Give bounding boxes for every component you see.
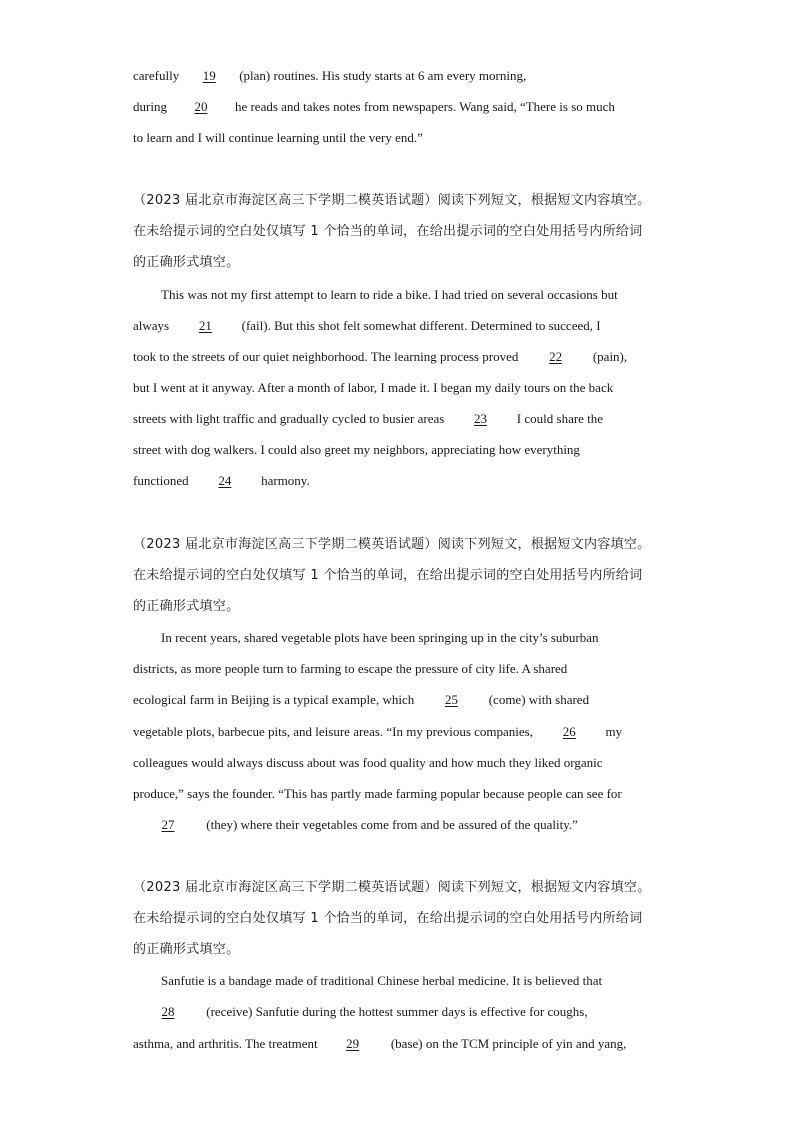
passage-line: took to the streets of our quiet neighborhood. The learning process proved 22 (pain),: [133, 349, 628, 364]
passage-line: always 21 (fail). But this shot felt somewhat different. Determined to succeed, I: [133, 318, 601, 333]
passage-line: during 20 he reads and takes notes from newspapers. Wang said, “There is so much: [133, 99, 615, 114]
passage-line: carefully 19 (plan) routines. His study starts at 6 am every morning,: [133, 68, 527, 83]
section-instruction: 的正确形式填空。: [133, 942, 240, 957]
section-instruction: 在未给提示词的空白处仅填写 1 个恰当的单词，在给出提示词的空白处用括号内所给词: [133, 224, 643, 239]
passage-line: vegetable plots, barbecue pits, and leisure areas. “In my previous companies, 26 my: [133, 724, 623, 739]
passage-line: functioned 24 harmony.: [133, 473, 310, 488]
answer-blank: 29: [346, 1036, 360, 1051]
section-instruction: 的正确形式填空。: [133, 599, 240, 614]
passage-line: streets with light traffic and gradually cycled to busier areas 23 I could share the: [133, 411, 604, 426]
answer-blank: 23: [474, 411, 488, 426]
answer-blank: 27: [161, 817, 175, 832]
passage-line: colleagues would always discuss about was food quality and how much they liked organic: [133, 755, 603, 770]
section-instruction: （2023 届北京市海淀区高三下学期二模英语试题）阅读下列短文，根据短文内容填空。: [133, 537, 651, 552]
passage-line: to learn and I will continue learning until the very end.”: [133, 130, 423, 145]
section-instruction: （2023 届北京市海淀区高三下学期二模英语试题）阅读下列短文，根据短文内容填空。: [133, 880, 651, 895]
answer-blank: 28: [161, 1004, 175, 1019]
passage-line: In recent years, shared vegetable plots have been springing up in the city’s suburban: [161, 630, 599, 645]
answer-blank: 19: [202, 68, 216, 83]
passage-line: 28 (receive) Sanfutie during the hottest summer days is effective for coughs,: [133, 1004, 588, 1020]
section-instruction: 在未给提示词的空白处仅填写 1 个恰当的单词，在给出提示词的空白处用括号内所给词: [133, 911, 643, 926]
passage-line: districts, as more people turn to farming to escape the pressure of city life. A shared: [133, 661, 568, 676]
section-instruction: 在未给提示词的空白处仅填写 1 个恰当的单词，在给出提示词的空白处用括号内所给词: [133, 568, 643, 583]
passage-line: street with dog walkers. I could also greet my neighbors, appreciating how everything: [133, 442, 580, 457]
passage-line: This was not my first attempt to learn to ride a bike. I had tried on several occasions but: [161, 287, 618, 302]
answer-blank: 21: [198, 318, 212, 333]
passage-line: produce,” says the founder. “This has partly made farming popular because people can see for: [133, 786, 622, 801]
passage-line: 27 (they) where their vegetables come from and be assured of the quality.”: [133, 817, 578, 833]
passage-line: but I went at it anyway. After a month of labor, I made it. I began my daily tours on the back: [133, 380, 614, 395]
answer-blank: 26: [562, 724, 576, 739]
section-instruction: （2023 届北京市海淀区高三下学期二模英语试题）阅读下列短文，根据短文内容填空。: [133, 193, 651, 208]
section-instruction: 的正确形式填空。: [133, 255, 240, 270]
answer-blank: 22: [549, 349, 563, 364]
answer-blank: 20: [194, 99, 208, 114]
answer-blank: 24: [218, 473, 232, 488]
passage-line: asthma, and arthritis. The treatment 29 (base) on the TCM principle of yin and yang,: [133, 1036, 627, 1051]
passage-line: ecological farm in Beijing is a typical example, which 25 (come) with shared: [133, 692, 590, 707]
passage-line: Sanfutie is a bandage made of traditional Chinese herbal medicine. It is believed that: [161, 973, 603, 988]
answer-blank: 25: [444, 692, 458, 707]
